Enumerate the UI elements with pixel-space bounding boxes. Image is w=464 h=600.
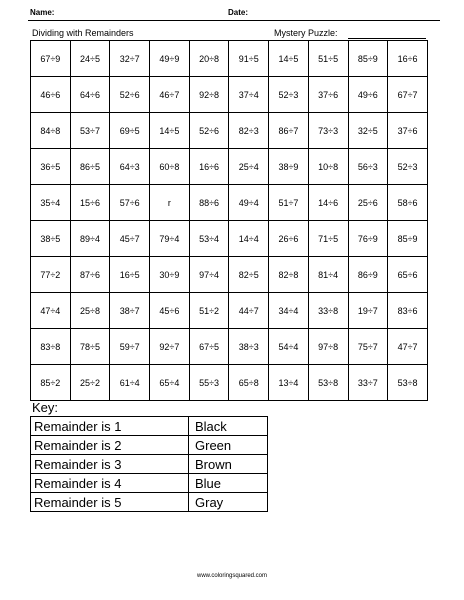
grid-cell[interactable]: 89÷4: [70, 221, 110, 257]
grid-cell[interactable]: 34÷4: [269, 293, 309, 329]
grid-cell[interactable]: 92÷7: [150, 329, 190, 365]
grid-cell[interactable]: 53÷8: [388, 365, 428, 401]
grid-row: [31, 113, 428, 149]
grid-cell[interactable]: 53÷4: [189, 221, 229, 257]
key-color-name: Brown: [189, 455, 268, 474]
grid-cell[interactable]: 49÷4: [229, 185, 269, 221]
grid-cell[interactable]: 16÷5: [110, 257, 150, 293]
grid-cell[interactable]: 67÷9: [31, 41, 71, 77]
grid-cell[interactable]: 26÷6: [269, 221, 309, 257]
grid-cell[interactable]: 69÷5: [110, 113, 150, 149]
grid-cell[interactable]: 32÷5: [348, 113, 388, 149]
key-row: [31, 493, 268, 512]
grid-cell[interactable]: 51÷2: [189, 293, 229, 329]
mystery-puzzle-label: Mystery Puzzle:: [274, 28, 338, 38]
grid-cell[interactable]: 60÷8: [150, 149, 190, 185]
grid-cell[interactable]: 79÷4: [150, 221, 190, 257]
grid-cell[interactable]: 37÷6: [308, 77, 348, 113]
grid-cell[interactable]: 45÷6: [150, 293, 190, 329]
key-remainder-label: Remainder is 1: [31, 417, 189, 436]
footer-site: www.coloringsquared.com: [196, 573, 268, 579]
grid-cell[interactable]: 25÷4: [229, 149, 269, 185]
grid-cell[interactable]: 47÷7: [388, 329, 428, 365]
grid-cell[interactable]: 47÷4: [31, 293, 71, 329]
grid-cell[interactable]: 55÷3: [189, 365, 229, 401]
grid-cell[interactable]: 38÷9: [269, 149, 309, 185]
grid-cell[interactable]: 20÷8: [189, 41, 229, 77]
date-label: Date:: [228, 8, 249, 17]
key-title: Key:: [32, 400, 59, 415]
grid-cell[interactable]: 35÷4: [31, 185, 71, 221]
grid-cell[interactable]: 25÷6: [348, 185, 388, 221]
grid-cell[interactable]: 64÷3: [110, 149, 150, 185]
grid-cell[interactable]: 45÷7: [110, 221, 150, 257]
mystery-answer-line: [348, 38, 426, 39]
grid-cell[interactable]: 65÷8: [229, 365, 269, 401]
grid-cell[interactable]: 14÷6: [308, 185, 348, 221]
grid-row: [31, 365, 428, 401]
key-row: [31, 436, 268, 455]
grid-row: [31, 257, 428, 293]
grid-cell[interactable]: 65÷6: [388, 257, 428, 293]
grid-cell[interactable]: 25÷8: [70, 293, 110, 329]
grid-cell[interactable]: 54÷4: [269, 329, 309, 365]
grid-cell[interactable]: 44÷7: [229, 293, 269, 329]
grid-cell[interactable]: 97÷4: [189, 257, 229, 293]
grid-cell[interactable]: 65÷4: [150, 365, 190, 401]
grid-cell[interactable]: 14÷4: [229, 221, 269, 257]
grid-cell[interactable]: 53÷7: [70, 113, 110, 149]
grid-cell[interactable]: 86÷9: [348, 257, 388, 293]
key-remainder-label: Remainder is 4: [31, 474, 189, 493]
name-label: Name:: [30, 8, 55, 17]
grid-cell[interactable]: 38÷7: [110, 293, 150, 329]
grid-cell[interactable]: 10÷8: [308, 149, 348, 185]
grid-cell[interactable]: 84÷8: [31, 113, 71, 149]
grid-cell[interactable]: 78÷5: [70, 329, 110, 365]
worksheet-title: Dividing with Remainders: [32, 28, 134, 38]
key-row: [31, 455, 268, 474]
key-color-name: Black: [189, 417, 268, 436]
grid-cell[interactable]: 52÷6: [110, 77, 150, 113]
grid-cell[interactable]: 46÷7: [150, 77, 190, 113]
grid-cell[interactable]: 61÷4: [110, 365, 150, 401]
grid-cell[interactable]: 38÷5: [31, 221, 71, 257]
grid-cell[interactable]: 24÷5: [70, 41, 110, 77]
grid-cell[interactable]: 49÷9: [150, 41, 190, 77]
grid-cell[interactable]: 82÷8: [269, 257, 309, 293]
grid-cell[interactable]: 38÷3: [229, 329, 269, 365]
color-key: [30, 416, 268, 512]
grid-cell[interactable]: 25÷2: [70, 365, 110, 401]
grid-cell[interactable]: 85÷2: [31, 365, 71, 401]
grid-cell[interactable]: r: [150, 185, 190, 221]
grid-cell[interactable]: 91÷5: [229, 41, 269, 77]
grid-cell[interactable]: 77÷2: [31, 257, 71, 293]
grid-cell[interactable]: 13÷4: [269, 365, 309, 401]
grid-row: [31, 77, 428, 113]
grid-cell[interactable]: 85÷9: [388, 221, 428, 257]
key-remainder-label: Remainder is 2: [31, 436, 189, 455]
grid-cell[interactable]: 14÷5: [150, 113, 190, 149]
grid-cell[interactable]: 83÷8: [31, 329, 71, 365]
key-color-name: Blue: [189, 474, 268, 493]
grid-row: [31, 329, 428, 365]
grid-cell[interactable]: 82÷5: [229, 257, 269, 293]
grid-cell[interactable]: 56÷3: [348, 149, 388, 185]
grid-cell[interactable]: 92÷8: [189, 77, 229, 113]
grid-cell[interactable]: 37÷4: [229, 77, 269, 113]
grid-cell[interactable]: 82÷3: [229, 113, 269, 149]
grid-cell[interactable]: 36÷5: [31, 149, 71, 185]
grid-cell[interactable]: 76÷9: [348, 221, 388, 257]
grid-cell[interactable]: 19÷7: [348, 293, 388, 329]
grid-cell[interactable]: 97÷8: [308, 329, 348, 365]
key-remainder-label: Remainder is 5: [31, 493, 189, 512]
key-row: [31, 417, 268, 436]
grid-cell[interactable]: 30÷9: [150, 257, 190, 293]
grid-row: [31, 41, 428, 77]
key-row: [31, 474, 268, 493]
puzzle-grid: [30, 40, 428, 401]
key-color-name: Green: [189, 436, 268, 455]
grid-cell[interactable]: 49÷6: [348, 77, 388, 113]
grid-cell[interactable]: 88÷6: [189, 185, 229, 221]
grid-cell[interactable]: 86÷5: [70, 149, 110, 185]
grid-cell[interactable]: 67÷5: [189, 329, 229, 365]
grid-cell[interactable]: 52÷3: [269, 77, 309, 113]
grid-cell[interactable]: 53÷8: [308, 365, 348, 401]
grid-cell[interactable]: 52÷6: [189, 113, 229, 149]
grid-cell[interactable]: 16÷6: [388, 41, 428, 77]
grid-cell[interactable]: 57÷6: [110, 185, 150, 221]
grid-cell[interactable]: 52÷3: [388, 149, 428, 185]
grid-cell[interactable]: 67÷7: [388, 77, 428, 113]
grid-cell[interactable]: 15÷6: [70, 185, 110, 221]
grid-cell[interactable]: 85÷9: [348, 41, 388, 77]
key-color-name: Gray: [189, 493, 268, 512]
grid-cell[interactable]: 71÷5: [308, 221, 348, 257]
grid-cell[interactable]: 75÷7: [348, 329, 388, 365]
grid-cell[interactable]: 73÷3: [308, 113, 348, 149]
grid-row: [31, 185, 428, 221]
grid-row: [31, 149, 428, 185]
grid-cell[interactable]: 83÷6: [388, 293, 428, 329]
grid-cell[interactable]: 51÷5: [308, 41, 348, 77]
grid-cell[interactable]: 87÷6: [70, 257, 110, 293]
header-bar: [28, 6, 440, 21]
grid-cell[interactable]: 33÷7: [348, 365, 388, 401]
key-remainder-label: Remainder is 3: [31, 455, 189, 474]
grid-cell[interactable]: 51÷7: [269, 185, 309, 221]
grid-cell[interactable]: 46÷6: [31, 77, 71, 113]
grid-cell[interactable]: 64÷6: [70, 77, 110, 113]
grid-cell[interactable]: 16÷6: [189, 149, 229, 185]
worksheet-subtitle: [30, 28, 428, 40]
grid-cell[interactable]: 81÷4: [308, 257, 348, 293]
grid-row: [31, 221, 428, 257]
grid-cell[interactable]: 14÷5: [269, 41, 309, 77]
grid-cell[interactable]: 86÷7: [269, 113, 309, 149]
grid-row: [31, 293, 428, 329]
grid-cell[interactable]: 32÷7: [110, 41, 150, 77]
grid-cell[interactable]: 33÷8: [308, 293, 348, 329]
grid-cell[interactable]: 58÷6: [388, 185, 428, 221]
grid-cell[interactable]: 37÷6: [388, 113, 428, 149]
grid-cell[interactable]: 59÷7: [110, 329, 150, 365]
